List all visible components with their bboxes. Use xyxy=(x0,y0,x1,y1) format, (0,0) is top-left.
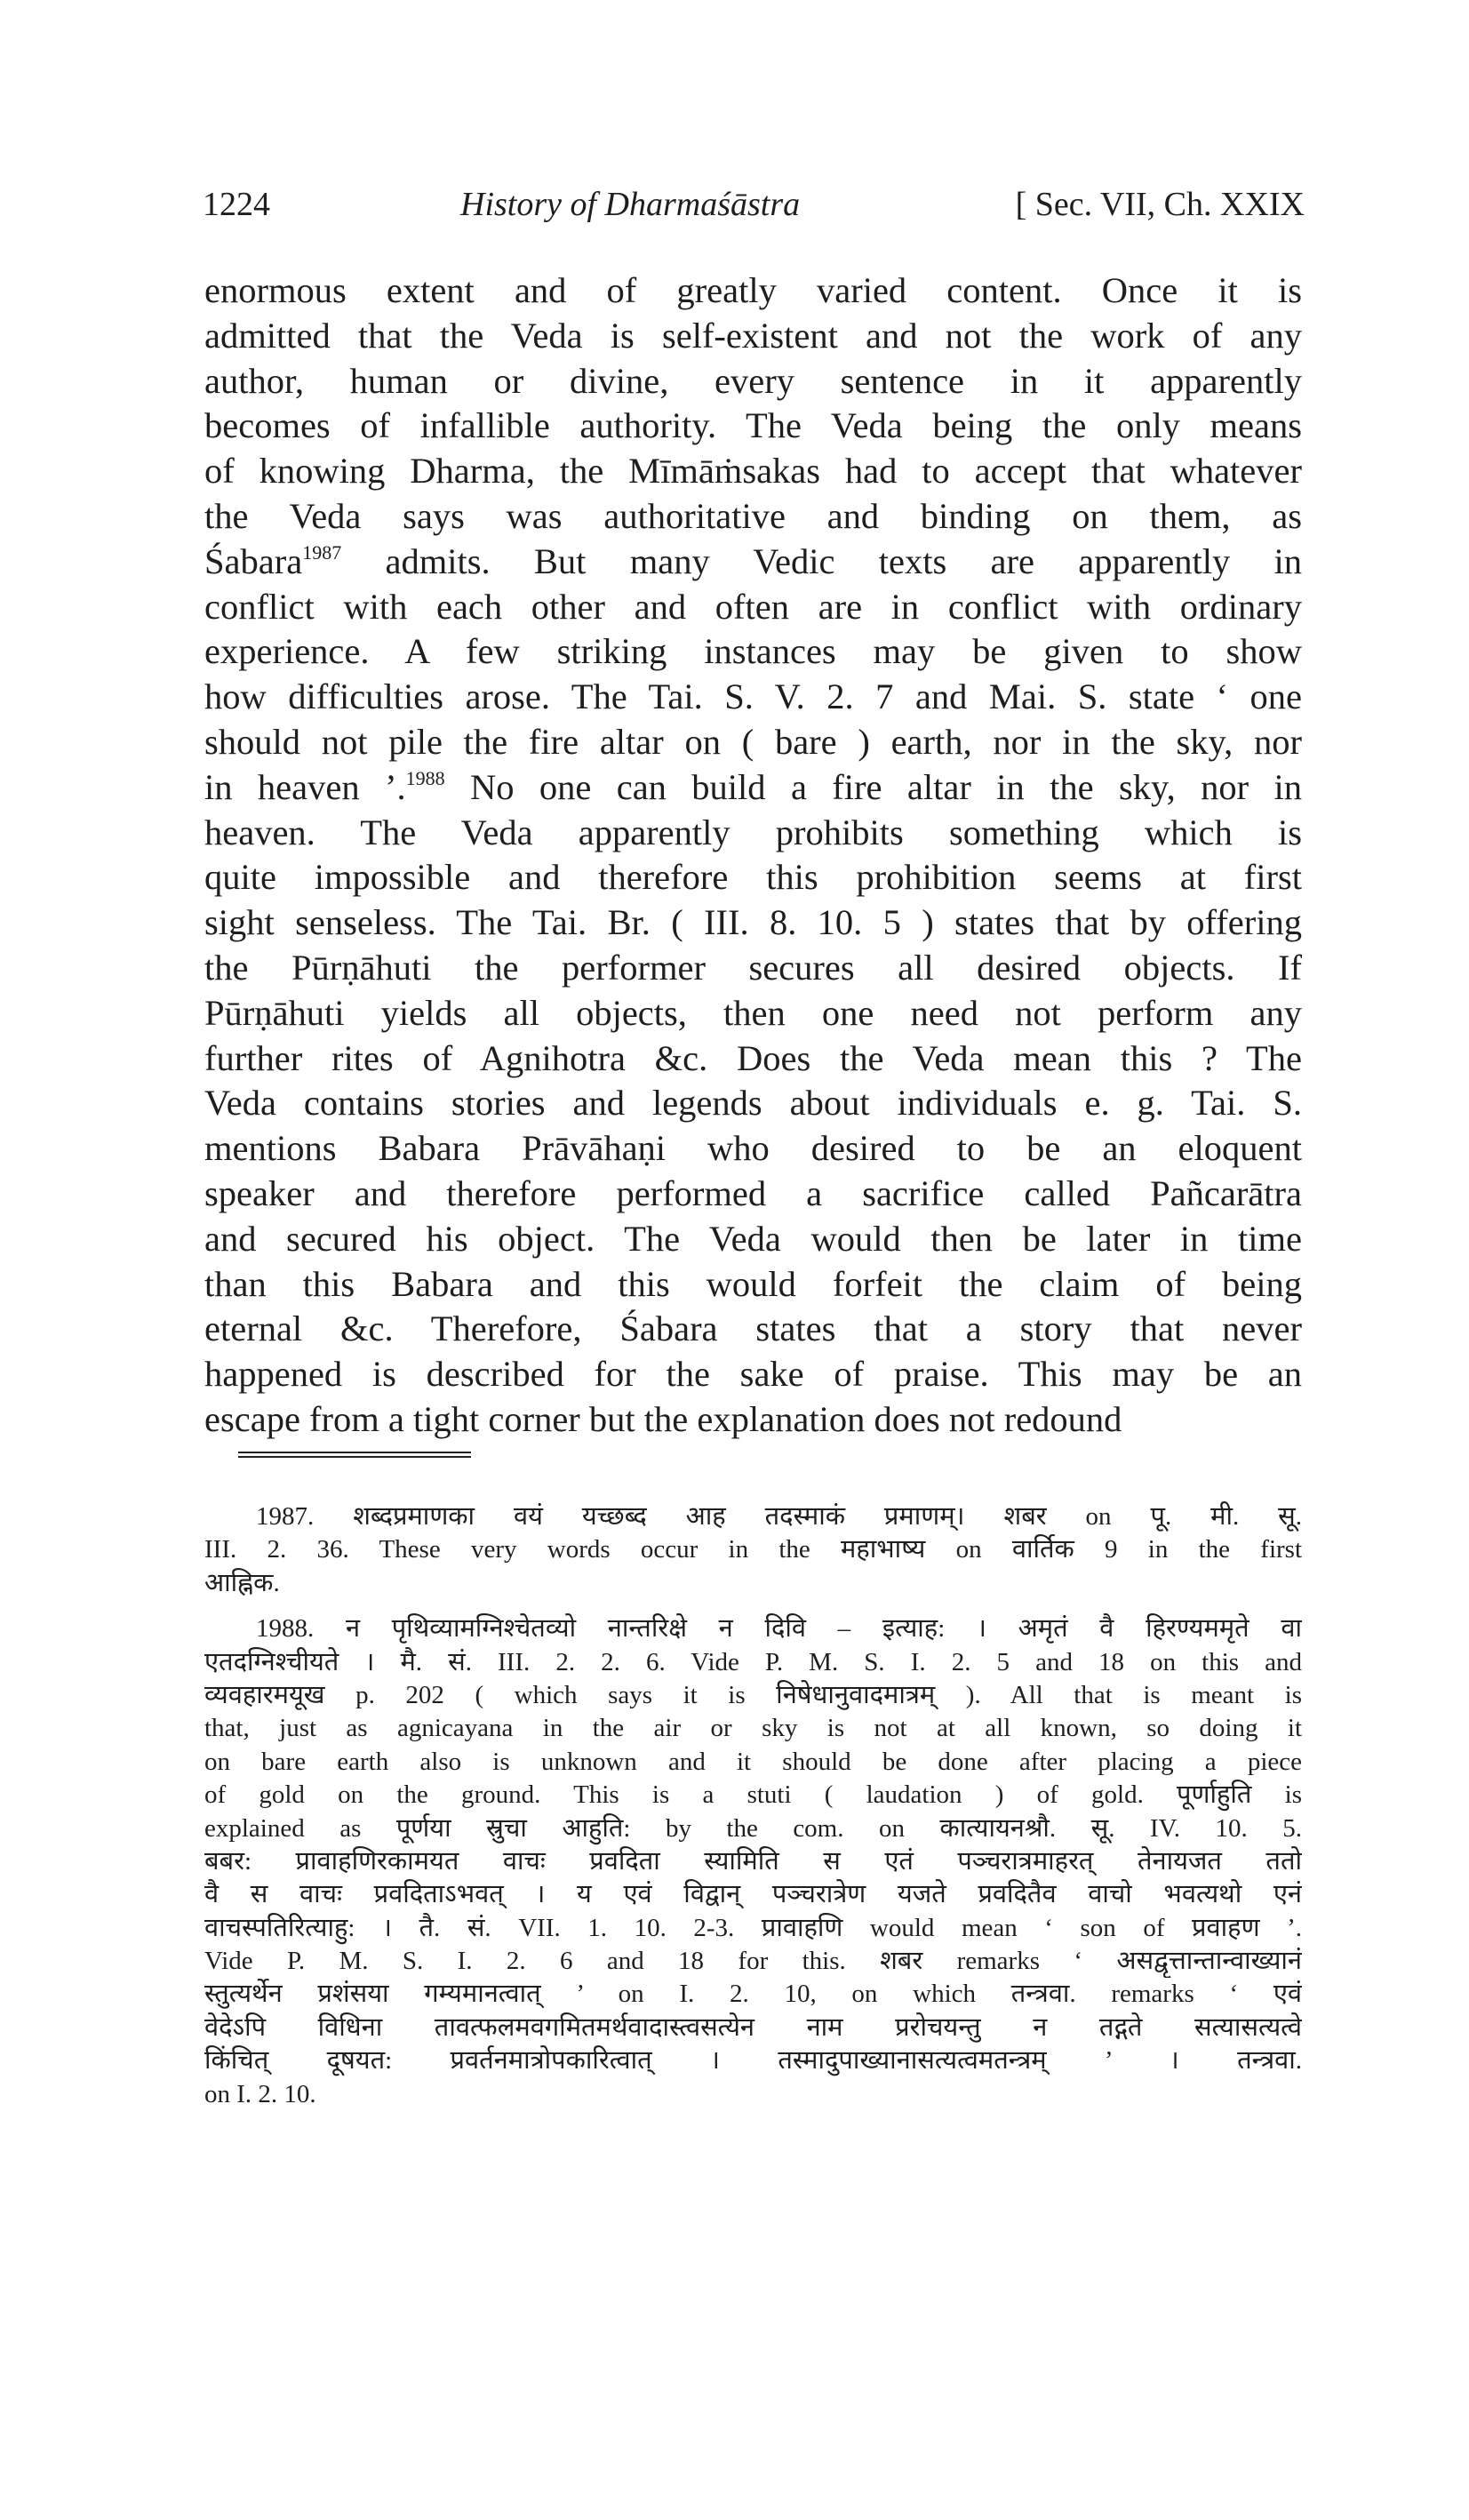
body-line-end: admits. But many Vedic texts are apparently in xyxy=(385,540,1302,581)
body-line: becomes of infallible authority. The Veda being the only means xyxy=(204,405,1302,446)
body-line: heaven. The Veda apparently prohibits something which is xyxy=(204,812,1302,852)
body-line: enormous extent and of greatly varied content. Once it is xyxy=(204,270,1302,310)
footnote-line: किंचित् दूषयत: प्रवर्तनमात्रोपकारित्वात् । तस्मादुपाख्यानासत्यत्वमतन्त्रम् ’ । तन्त्रवा. xyxy=(204,2046,1302,2076)
body-line: the Veda says was authoritative and binding on them, as xyxy=(204,495,1302,536)
body-line-start: in heaven ’. xyxy=(204,766,406,807)
body-line: the Pūrṇāhuti the performer secures all desired objects. If xyxy=(204,947,1302,988)
footnote-line: Vide P. M. S. I. 2. 6 and 18 for this. शबर remarks ‘ असद्वृत्तान्तान्वाख्यानं xyxy=(204,1947,1302,1976)
body-text xyxy=(204,268,1302,1443)
footnote-line: व्यवहारमयूख p. 202 ( which says it is निषेधानुवादमात्रम् ). All that is meant is xyxy=(204,1680,1302,1709)
footnotes xyxy=(204,1500,1302,2124)
body-line-start: Śabara xyxy=(204,540,303,581)
body-line: quite impossible and therefore this prohibition seems at first xyxy=(204,857,1302,898)
footnote-line: that, just as agnicayana in the air or sky is not at all known, so doing it xyxy=(204,1714,1302,1743)
footnote-line: 1987. शब्दप्रमाणका वयं यच्छब्द आह तदस्माकं प्रमाणम्। शबर on पू. मी. सू. xyxy=(256,1502,1302,1531)
footnote-line: explained as पूर्णया स्रुचा आहुति: by the com. on कात्यायनश्रौ. सू. IV. 10. 5. xyxy=(204,1813,1302,1843)
footnote-separator-rule xyxy=(238,1452,471,1458)
footnote-line: स्तुत्यर्थेन प्रशंसया गम्यमानत्वात् ’ on I. 2. 10, on which तन्त्रवा. remarks ‘ एवं xyxy=(204,1980,1302,2009)
body-line: author, human or divine, every sentence in it apparently xyxy=(204,360,1302,401)
footnote-line: आह्निक. xyxy=(204,1568,280,1597)
body-line: of knowing Dharma, the Mīmāṁsakas had to accept that whatever xyxy=(204,451,1302,492)
body-line: Veda contains stories and legends about individuals e. g. Tai. S. xyxy=(204,1083,1302,1124)
body-line: should not pile the fire altar on ( bare ) earth, nor in the sky, nor xyxy=(204,721,1302,762)
body-line-end: No one can build a fire altar in the sky, nor in xyxy=(469,766,1302,807)
footnote-number: 1988. xyxy=(256,1614,315,1644)
body-line: sight senseless. The Tai. Br. ( III. 8. 10. 5 ) states that by offering xyxy=(204,902,1302,943)
running-title: History of Dharmaśāstra xyxy=(460,186,801,223)
body-line: conflict with each other and often are in conflict with ordinary xyxy=(204,586,1302,627)
footnote-line: वेदेऽपि विधिना तावत्फलमवगमितमर्थवादास्त्वसत्येन नाम प्ररोचयन्तु न तद्गते सत्यासत्यत्वे xyxy=(204,2012,1302,2042)
footnote-line: III. 2. 36. These very words occur in the महाभाष्य on वार्तिक 9 in the first xyxy=(204,1535,1302,1564)
footnote-line: वै स वाचः प्रवदिताऽभवत् । य एवं विद्वान् पञ्चरात्रेण यजते प्रवदितैव वाचो भवत्यथो एनं xyxy=(204,1880,1302,1909)
body-line: admitted that the Veda is self-existent and not the work of any xyxy=(204,315,1302,356)
body-line-with-note-ref xyxy=(204,765,1302,811)
body-line: Pūrṇāhuti yields all objects, then one need not perform any xyxy=(204,992,1302,1033)
footnote-1988 xyxy=(204,1612,1302,2111)
footnote-line: on I. 2. 10. xyxy=(204,2079,316,2108)
body-line: escape from a tight corner but the explanation does not redound xyxy=(204,1398,1122,1439)
running-header xyxy=(203,185,1305,238)
body-line-with-note-ref xyxy=(204,540,1302,585)
body-line: eternal &c. Therefore, Śabara states that a story that never xyxy=(204,1308,1302,1349)
body-line: how difficulties arose. The Tai. S. V. 2. 7 and Mai. S. state ‘ one xyxy=(204,676,1302,717)
footnote-1987 xyxy=(204,1500,1302,1600)
page-number: 1224 xyxy=(203,186,270,223)
body-line: than this Babara and this would forfeit the claim of being xyxy=(204,1263,1302,1304)
footnote-line: of gold on the ground. This is a stuti ( laudation ) of gold. पूर्णाहुति is xyxy=(204,1780,1302,1810)
footnote-line: एतदग्निश्चीयते । मै. सं. III. 2. 2. 6. Vide P. M. S. I. 2. 5 and 18 on this and xyxy=(204,1647,1302,1676)
footnote-line: 1988. न पृथिव्यामग्निश्चेतव्यो नान्तरिक्षे न दिवि – इत्याह: । अमृतं वै हिरण्यममृते वा xyxy=(256,1614,1302,1644)
footnote-line: बबर: प्रावाहणिरकामयत वाचः प्रवदिता स्यामिति स एतं पञ्चरात्रमाहरत् तेनायजत ततो xyxy=(204,1846,1302,1876)
footnote-ref-1988: 1988 xyxy=(405,766,445,789)
body-line: speaker and therefore performed a sacrifice called Pañcarātra xyxy=(204,1172,1302,1213)
footnote-number: 1987. xyxy=(256,1502,315,1531)
body-line: happened is described for the sake of praise. This may be an xyxy=(204,1354,1302,1395)
footnote-ref-1987: 1987 xyxy=(302,540,342,564)
footnote-line: वाचस्पतिरित्याहु: । तै. सं. VII. 1. 10. 2-3. प्रावाहणि would mean ‘ son of प्रवाहण ’. xyxy=(204,1913,1302,1942)
body-line: and secured his object. The Veda would then be later in time xyxy=(204,1218,1302,1259)
body-line: further rites of Agnihotra &c. Does the Veda mean this ? The xyxy=(204,1037,1302,1078)
body-line: experience. A few striking instances may be given to show xyxy=(204,631,1302,672)
footnote-line: on bare earth also is unknown and it should be done after placing a piece xyxy=(204,1747,1302,1776)
body-line: mentions Babara Prāvāhaṇi who desired to be an eloquent xyxy=(204,1128,1302,1169)
section-label: [ Sec. VII, Ch. XXIX xyxy=(1015,186,1305,223)
